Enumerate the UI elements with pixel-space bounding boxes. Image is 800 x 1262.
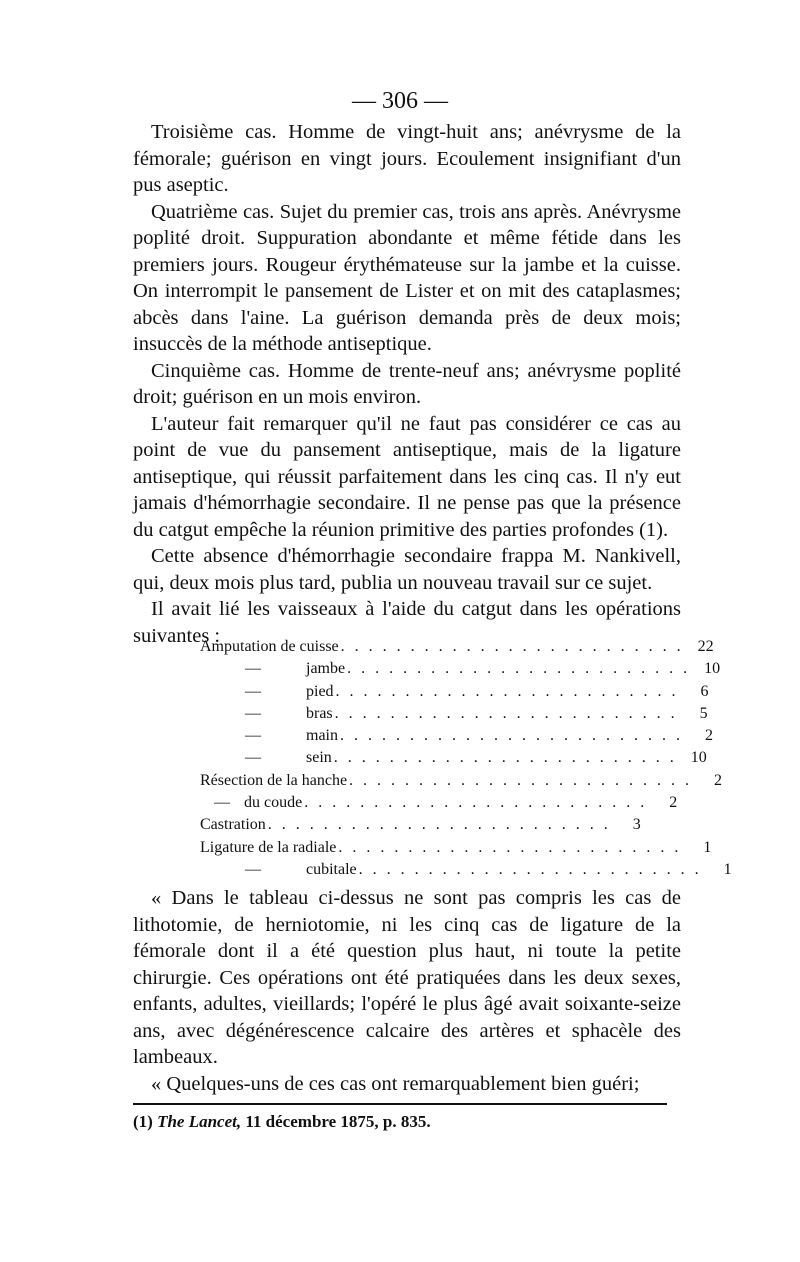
table-row: [200, 636, 714, 658]
table-row-label: sein: [306, 749, 332, 767]
table-row-label: Ligature de la radiale: [200, 838, 337, 856]
dot-leader: . . . . . . . . . . . . . . . . . . . . . . . . .: [340, 727, 683, 745]
dot-leader: . . . . . . . . . . . . . . . . . . . . . . . . .: [335, 682, 679, 700]
dot-leader: . . . . . . . . . . . . . . . . . . . . . . . . .: [340, 638, 684, 655]
ditto-dash: —: [245, 682, 261, 700]
dot-leader: . . . . . . . . . . . . . . . . . . . . . . . . .: [358, 860, 702, 878]
table-row: [200, 725, 713, 747]
paragraph-case-5: Cinquième cas. Homme de trente-neuf ans; anévrysme poplité droit; guérison en un mois environ.: [133, 359, 681, 408]
ditto-dash: —: [245, 660, 261, 678]
dot-leader: . . . . . . . . . . . . . . . . . . . . . . . . .: [349, 771, 693, 789]
table-row-label: du coude: [244, 794, 303, 812]
dot-leader: . . . . . . . . . . . . . . . . . . . . . . . . .: [338, 838, 682, 856]
dot-leader: . . . . . . . . . . . . . . . . . . . . . . . . .: [334, 704, 678, 722]
table-row: [200, 814, 641, 836]
table-row: [200, 837, 712, 859]
table-row: [200, 658, 721, 680]
dot-leader: . . . . . . . . . . . . . . . . . . . . . . . . .: [347, 660, 691, 678]
table-row-value: 5: [699, 704, 708, 722]
dot-leader: . . . . . . . . . . . . . . . . . . . . . . . . .: [267, 816, 611, 834]
table-row-label: main: [306, 727, 338, 745]
table-row-value: 3: [632, 816, 641, 834]
table-row-value: 22: [697, 638, 714, 655]
table-row: [200, 747, 707, 769]
table-row-label: Castration: [200, 816, 266, 834]
ditto-dash: —: [214, 794, 230, 812]
table-row: [200, 770, 723, 792]
table-row-label: jambe: [306, 660, 346, 678]
footnote-marker: (1): [133, 1112, 153, 1131]
table-row-value: 10: [704, 660, 721, 678]
table-row-label: Amputation de cuisse: [200, 638, 339, 655]
paragraph-case-3: Troisième cas. Homme de vingt-huit ans; anévrysme de la fémorale; guérison en vingt jours. Ecoulement insignifiant d'un pus aseptic.: [133, 121, 681, 196]
footnote-source: The Lancet,: [157, 1112, 242, 1131]
table-row: [200, 859, 732, 881]
table-row-value: 2: [714, 771, 723, 789]
table-row-value: 1: [703, 838, 712, 856]
ditto-dash: —: [245, 860, 261, 878]
page-number: — 306 —: [352, 88, 448, 114]
table-row: [200, 681, 709, 703]
paragraph-quote-table-note: « Dans le tableau ci-dessus ne sont pas compris les cas de lithotomie, de herniotomie, ni les cinq cas de ligature de la fémorale dont il a été question plus haut, ni toute la petite chirurgie. Ces opérations ont été pratiquées dans les deux sexes, enfants, adultes, vieillards; l'opéré le plus âgé avait soixante-seize ans, avec dégénérescence calcaire des artères et sphacèle des lambeaux.: [133, 887, 681, 1068]
table-row-value: 6: [700, 682, 709, 700]
footnote-details: 11 décembre 1875, p. 835.: [245, 1112, 431, 1131]
operations-table: [200, 636, 732, 881]
table-row-label: bras: [306, 704, 333, 722]
table-row-value: 2: [669, 794, 678, 812]
ditto-dash: —: [245, 704, 261, 722]
ditto-dash: —: [245, 727, 261, 745]
paragraph-quote-healed: « Quelques-uns de ces cas ont remarquablement bien guéri;: [151, 1072, 640, 1095]
table-row: [200, 792, 678, 814]
dot-leader: . . . . . . . . . . . . . . . . . . . . . . . . .: [333, 749, 677, 767]
table-row-label: pied: [306, 682, 334, 700]
footnote-rule: [133, 1103, 667, 1105]
table-row-value: 2: [705, 727, 713, 745]
paragraph-nankivell: Cette absence d'hémorrhagie secondaire frappa M. Nankivell, qui, deux mois plus tard, publia un nouveau travail sur ce sujet.: [133, 545, 681, 594]
table-row-value: 1: [723, 860, 732, 878]
footnote: [133, 1111, 431, 1133]
main-text: [133, 119, 681, 649]
table-row-label: Résection de la hanche: [200, 771, 348, 789]
paragraph-catgut-intro: Il avait lié les vaisseaux à l'aide du catgut dans les opérations suivantes :: [133, 598, 681, 647]
main-text-continued: [133, 885, 681, 1097]
table-row-value: 10: [690, 749, 707, 767]
table-row-label: cubitale: [306, 860, 357, 878]
table-row: [200, 703, 708, 725]
dot-leader: . . . . . . . . . . . . . . . . . . . . . . . . .: [304, 794, 648, 812]
paragraph-case-4: Quatrième cas. Sujet du premier cas, trois ans après. Anévrysme poplité droit. Suppuration abondante et même fétide dans les premiers jours. Rougeur érythémateuse sur la jambe et la cuisse. On interrompit le pansement de Lister et on mit des cataplasmes; abcès dans l'aine. La guérison demanda près de deux mois; insuccès de la méthode antiseptique.: [133, 200, 681, 355]
ditto-dash: —: [245, 749, 261, 767]
paragraph-author-remark: L'auteur fait remarquer qu'il ne faut pas considérer ce cas au point de vue du pansement antiseptique, mais de la ligature antiseptique, qui réussit parfaitement dans les cinq cas. Il n'y eut jamais d'hémorrhagie secondaire. Il ne pense pas que la présence du catgut empêche la réunion primitive des parties profondes (1).: [133, 412, 681, 541]
